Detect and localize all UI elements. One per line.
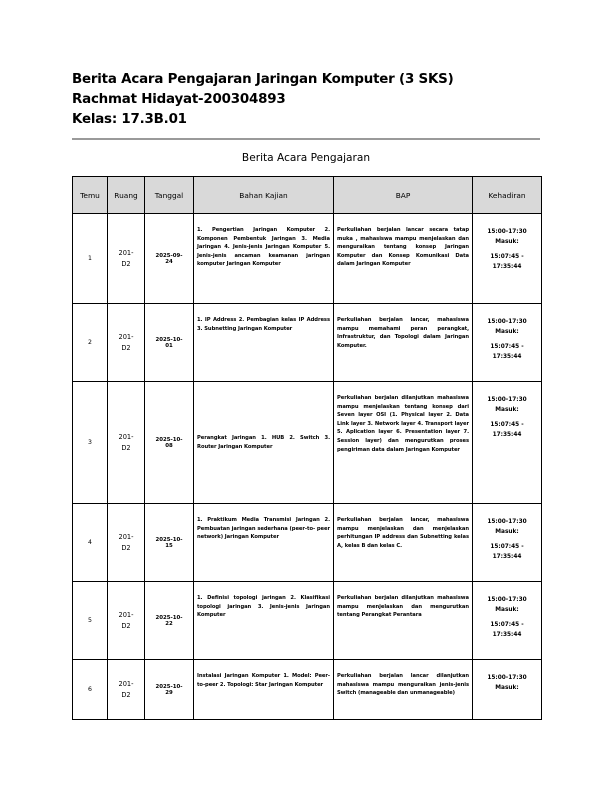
- cell-bahan-kajian: 1. IP Address 2. Pembagian kelas IP Address 3. Subnetting Jaringan Komputer: [194, 304, 334, 382]
- cell-temu: 2: [73, 304, 108, 382]
- kehadiran-label: Masuk:: [495, 406, 519, 413]
- cell-ruang: 201- D2: [108, 214, 145, 304]
- cell-kehadiran: [473, 382, 542, 504]
- kehadiran-label: Masuk:: [495, 684, 519, 691]
- cell-bap: Perkuliahan berjalan lancar secara tatap muka , mahasiswa mampu menjelaskan dan menguraikan tentang konsep Jaringan Komputer dan Konsep Komunikasi Data dalam Jaringan Komputer: [334, 214, 473, 304]
- table-row: [73, 660, 542, 720]
- cell-ruang: 201- D2: [108, 504, 145, 582]
- table-header-row: [73, 177, 542, 214]
- kehadiran-in: 15:07:45 - 17:35:44: [490, 254, 524, 270]
- table-row: [73, 214, 542, 304]
- column-header-ruang: Ruang: [108, 177, 145, 214]
- cell-ruang: 201- D2: [108, 582, 145, 660]
- kehadiran-time: 15:00-17:30: [487, 519, 527, 525]
- cell-temu: 5: [73, 582, 108, 660]
- kehadiran-in: 15:07:45 - 17:35:44: [490, 622, 524, 638]
- class-label: Kelas: 17.3B.01: [72, 112, 187, 127]
- cell-bahan-kajian: Perangkat Jaringan 1. HUB 2. Switch 3. Router Jaringan Komputer: [194, 382, 334, 504]
- cell-tanggal: 2025-09- 24: [145, 214, 194, 304]
- kehadiran-in: 15:07:45 - 17:35:44: [490, 344, 524, 360]
- cell-kehadiran: [473, 214, 542, 304]
- cell-temu: 1: [73, 214, 108, 304]
- cell-bap: Perkuliahan berjalan dilanjutkan mahasiswa mampu menjelaskan dan mengurutkan tentang Perangkat Perantara: [334, 582, 473, 660]
- kehadiran-label: Masuk:: [495, 528, 519, 535]
- column-header-bap: BAP: [334, 177, 473, 214]
- column-header-kehadiran: Kehadiran: [473, 177, 542, 214]
- kehadiran-label: Masuk:: [495, 606, 519, 613]
- cell-bap: Perkuliahan berjalan dilanjutkan mahasiswa mampu menjelaskan tentang konsep dari Seven layer OSI (1. Physical layer 2. Data Link layer 3. Network layer 4. Transport layer 5. Aplication layer 6. Presentation layer 7. Session layer) dan mengurutkan proses pengiriman data dalam Jaringan Komputer: [334, 382, 473, 504]
- column-header-bahan-kajian: Bahan Kajian: [194, 177, 334, 214]
- cell-ruang: 201- D2: [108, 660, 145, 720]
- cell-temu: 3: [73, 382, 108, 504]
- table-row: [73, 382, 542, 504]
- kehadiran-time: 15:00-17:30: [487, 675, 527, 681]
- kehadiran-label: Masuk:: [495, 328, 519, 335]
- kehadiran-in: 15:07:45 - 17:35:44: [490, 544, 524, 560]
- cell-tanggal: 2025-10- 22: [145, 582, 194, 660]
- header-divider: [72, 138, 540, 140]
- lecturer-name: Rachmat Hidayat-200304893: [72, 92, 286, 107]
- cell-bap: Perkuliahan berjalan lancar, mahasiswa mampu memahami peran perangkat, Infrastruktur, dan Topologi dalam Jaringan Komputer.: [334, 304, 473, 382]
- bap-table: [72, 176, 542, 720]
- kehadiran-time: 15:00-17:30: [487, 397, 527, 403]
- table-title: Berita Acara Pengajaran: [241, 152, 371, 164]
- kehadiran-time: 15:00-17:30: [487, 597, 527, 603]
- column-header-temu: Temu: [73, 177, 108, 214]
- cell-kehadiran: [473, 304, 542, 382]
- cell-bahan-kajian: 1. Pengertian Jaringan Komputer 2. Komponen Pembentuk Jaringan 3. Media Jaringan 4. Jenis-jenis Jaringan Komputer 5. Jenis-jenis ancaman keamanan jaringan komputer Jaringan Komputer: [194, 214, 334, 304]
- kehadiran-in: 15:07:45 - 17:35:44: [490, 422, 524, 438]
- cell-ruang: 201- D2: [108, 304, 145, 382]
- cell-tanggal: 2025-10- 15: [145, 504, 194, 582]
- cell-tanggal: 2025-10- 01: [145, 304, 194, 382]
- cell-kehadiran: [473, 660, 542, 720]
- cell-kehadiran: [473, 582, 542, 660]
- kehadiran-label: Masuk:: [495, 238, 519, 245]
- table-row: [73, 304, 542, 382]
- cell-ruang: 201- D2: [108, 382, 145, 504]
- document-header: [72, 70, 542, 130]
- cell-tanggal: 2025-10- 29: [145, 660, 194, 720]
- kehadiran-time: 15:00-17:30: [487, 229, 527, 235]
- document-title: Berita Acara Pengajaran Jaringan Komputer (3 SKS): [72, 72, 454, 87]
- table-row: [73, 582, 542, 660]
- column-header-tanggal: Tanggal: [145, 177, 194, 214]
- kehadiran-time: 15:00-17:30: [487, 319, 527, 325]
- cell-temu: 4: [73, 504, 108, 582]
- cell-temu: 6: [73, 660, 108, 720]
- table-row: [73, 504, 542, 582]
- cell-bap: Perkuliahan berjalan lancar, mahasiswa mampu menjelaskan dan menjelaskan perhitungan IP address dan Subnetting kelas A, kelas B dan kelas C.: [334, 504, 473, 582]
- cell-bahan-kajian: 1. Definisi topologi jaringan 2. Klasifikasi topologi jaringan 3. Jenis-jenis Jaringan Komputer: [194, 582, 334, 660]
- cell-bahan-kajian: Instalasi Jaringan Komputer 1. Model: Peer-to-peer 2. Topologi: Star Jaringan Komputer: [194, 660, 334, 720]
- cell-bahan-kajian: 1. Praktikum Media Transmisi Jaringan 2. Pembuatan jaringan sederhana (peer-to- peer network) Jaringan Komputer: [194, 504, 334, 582]
- cell-kehadiran: [473, 504, 542, 582]
- cell-tanggal: 2025-10- 08: [145, 382, 194, 504]
- cell-bap: Perkuliahan berjalan lancar dilanjutkan mahasiswa mampu menguraikan jenis-jenis Switch (manageable dan unmanageable): [334, 660, 473, 720]
